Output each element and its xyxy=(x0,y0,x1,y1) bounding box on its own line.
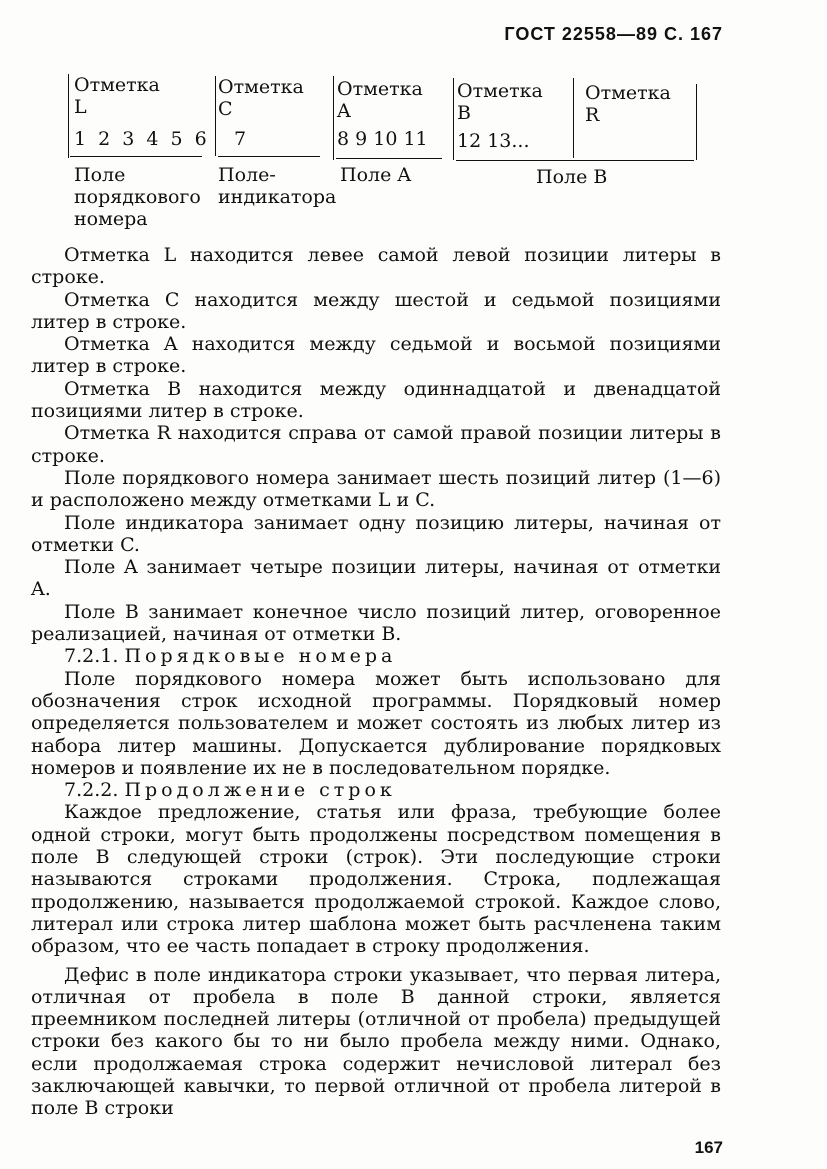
positions-b: 12 13... xyxy=(457,130,530,152)
paragraph: Отметка R находится справа от самой правой позиции литеры в строке. xyxy=(31,422,721,467)
mark-l-label xyxy=(74,74,160,118)
body-text xyxy=(31,244,721,1120)
paragraph: Поле порядкового номера может быть использовано для обозначения строк исходной программы. Порядковый номер определяется пользователем и может состоять из любых литер из набора литер машины. Допускается дублирование порядковых номеров и появление их не в последовательном порядке. xyxy=(31,667,721,779)
paragraph: Каждое предложение, статья или фраза, требующие более одной строки, могут быть продолжены посредством помещения в поле B следующей строки (строк). Эти последующие строки называются строками продолжения. Строка, подлежащая продолжению, называется продолжаемой строкой. Каждое слово, литерал или строка литер шаблона может быть расчленена таким образом, что ее часть попадает в строку продолжения. xyxy=(31,801,721,958)
field-a-label: Поле A xyxy=(340,164,412,186)
paragraph: Отметка A находится между седьмой и восьмой позициями литер в строке. xyxy=(31,333,721,378)
paragraph: Поле A занимает четыре позиции литеры, начиная от отметки A. xyxy=(31,556,721,601)
mark-r-separator xyxy=(573,78,574,158)
positions-c: 7 xyxy=(234,128,247,150)
mark-name: Отметка xyxy=(218,76,304,98)
field-indicator-label: Поле-индикатора xyxy=(218,164,337,208)
paragraph: Отметка L находится левее самой левой позиции литеры в строке. xyxy=(31,244,721,289)
section-title: Продолжение строк xyxy=(124,779,396,802)
paragraph: Поле B занимает конечное число позиций литер, оговоренное реализацией, начиная от отметки B. xyxy=(31,600,721,646)
paragraph: Отметка B находится между одиннадцатой и двенадцатой позициями литер в строке. xyxy=(31,377,721,423)
mark-letter: A xyxy=(337,100,351,122)
section-heading-7-2-2 xyxy=(31,779,721,801)
page-header: ГОСТ 22558—89 С. 167 xyxy=(504,24,723,44)
mark-b-line xyxy=(453,78,454,160)
field-a-underline xyxy=(336,158,442,159)
field-b-underline xyxy=(456,160,694,161)
mark-letter: R xyxy=(585,104,600,126)
mark-letter: L xyxy=(74,96,87,118)
mark-name: Отметка xyxy=(74,74,160,96)
paragraph: Дефис в поле индикатора строки указывает, что первая литера, отличная от пробела в поле B данной строки, является преемником последней литеры (отличной от пробела) предыдущей строки без какого бы то ни было пробела между ними. Однако, если продолжаемая строка содержит нечисловой литерал без заключающей кавычки, то первой отличной от пробела литерой в поле B строки xyxy=(31,963,721,1120)
mark-name: Отметка xyxy=(585,82,671,104)
field-seq-label: Поле порядкового номера xyxy=(74,164,201,230)
mark-c-line xyxy=(215,76,216,156)
mark-name: Отметка xyxy=(337,78,423,100)
mark-name: Отметка xyxy=(457,80,543,102)
mark-a-line xyxy=(333,76,334,160)
section-title: Порядковые номера xyxy=(124,645,397,668)
mark-r-label xyxy=(585,82,671,126)
positions-a: 8 9 10 11 xyxy=(337,128,428,150)
field-seq-underline xyxy=(70,156,202,157)
section-number: 7.2.2. xyxy=(64,779,119,802)
section-heading-7-2-1 xyxy=(31,645,721,667)
line-format-diagram xyxy=(62,72,702,237)
field-b-label: Поле B xyxy=(536,166,608,188)
field-indicator-underline xyxy=(218,156,320,157)
paragraph: Отметка C находится между шестой и седьмой позициями литер в строке. xyxy=(31,288,721,333)
mark-r-line xyxy=(696,84,697,160)
positions-l: 1 2 3 4 5 6 xyxy=(74,128,210,150)
paragraph: Поле индикатора занимает одну позицию литеры, начиная от отметки C. xyxy=(31,511,721,556)
mark-c-label xyxy=(218,76,304,120)
mark-a-label xyxy=(337,78,423,122)
section-number: 7.2.1. xyxy=(64,645,119,668)
mark-b-label xyxy=(457,80,543,124)
mark-l-line xyxy=(68,74,69,158)
page-number: 167 xyxy=(694,1138,723,1157)
mark-letter: C xyxy=(218,98,233,120)
mark-letter: B xyxy=(457,102,471,124)
paragraph: Поле порядкового номера занимает шесть позиций литер (1—6) и расположено между отметками L и C. xyxy=(31,466,721,512)
